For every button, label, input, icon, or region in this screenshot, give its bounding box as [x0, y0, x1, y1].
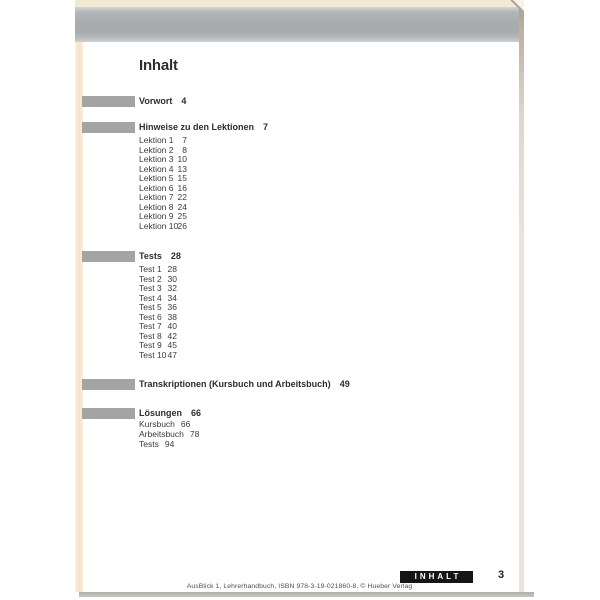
toc-entry-label: Lektion 7 [139, 192, 174, 202]
toc-section-page: 28 [170, 251, 181, 261]
toc-entry-page: 7 [182, 135, 187, 145]
toc-section-page: 4 [181, 96, 187, 106]
toc-entry [139, 265, 177, 274]
page-number: 3 [497, 569, 505, 581]
toc-entry-label: Test 6 [139, 312, 162, 322]
toc-entry-page: 78 [189, 429, 200, 439]
toc-entry-page: 45 [167, 340, 177, 350]
toc-entry-page: 25 [177, 211, 187, 221]
toc-entry-label: Test 3 [139, 283, 162, 293]
toc-entry-page: 13 [177, 164, 187, 174]
section-marker-bar [82, 122, 135, 133]
page-edge-left [75, 0, 83, 592]
toc-entry [139, 341, 177, 350]
toc-entry-label: Test 9 [139, 340, 162, 350]
section-marker-bar [82, 379, 135, 390]
toc-entry [139, 351, 177, 360]
toc-entry-label: Test 4 [139, 293, 162, 303]
toc-entry-label: Lektion 8 [139, 202, 174, 212]
toc-entry [139, 303, 177, 312]
header-band [75, 7, 524, 42]
toc-section-label: Hinweise zu den Lektionen [139, 122, 255, 132]
toc-section-hinweise [139, 122, 268, 133]
toc-entry-label: Lektion 9 [139, 211, 174, 221]
toc-entry-page: 66 [180, 419, 191, 429]
toc-entry [139, 420, 190, 429]
toc-entry [139, 430, 199, 439]
toc-entry [139, 212, 187, 221]
toc-entry-label: Test 10 [139, 350, 167, 360]
toc-entry-label: Lektion 6 [139, 183, 174, 193]
toc-entry [139, 193, 187, 202]
toc-entry-page: 34 [167, 293, 177, 303]
toc-entry-label: Test 7 [139, 321, 162, 331]
toc-section-page: 49 [339, 379, 350, 389]
toc-entry-page: 30 [167, 274, 177, 284]
toc-section-tests [139, 251, 181, 262]
section-marker-bar [82, 96, 135, 107]
page-edge-top [75, 0, 524, 7]
toc-entry-label: Lektion 4 [139, 164, 174, 174]
toc-entry-label: Test 2 [139, 274, 162, 284]
section-marker-bar [82, 408, 135, 419]
toc-entry-page: 38 [167, 312, 177, 322]
toc-entry-label: Lektion 1 [139, 135, 174, 145]
toc-section-transkriptionen [139, 379, 350, 390]
toc-entry-page: 22 [177, 192, 187, 202]
toc-entry [139, 174, 187, 183]
toc-entry-label: Kursbuch [139, 419, 175, 429]
toc-section-label: Tests [139, 251, 162, 261]
toc-entry-label: Arbeitsbuch [139, 429, 184, 439]
page-title: Inhalt [139, 57, 178, 74]
toc-entry-page: 28 [167, 264, 177, 274]
toc-section-label: Transkriptionen (Kursbuch und Arbeitsbuch) [139, 379, 331, 389]
toc-entry [139, 322, 177, 331]
toc-entry [139, 284, 177, 293]
toc-section-loesungen [139, 408, 201, 419]
toc-entry [139, 155, 187, 164]
toc-entry-label: Test 5 [139, 302, 162, 312]
toc-entry-label: Test 1 [139, 264, 162, 274]
toc-entry-page: 26 [177, 221, 187, 231]
toc-entry-page: 15 [177, 173, 187, 183]
section-marker-bar [82, 251, 135, 262]
inhalt-tab: INHALT [400, 571, 473, 583]
toc-entry-label: Lektion 3 [139, 154, 174, 164]
page-corner-fold [513, 0, 524, 11]
toc-entry-label: Lektion 10 [139, 221, 179, 231]
toc-section-page: 66 [191, 408, 202, 418]
toc-entry-page: 32 [167, 283, 177, 293]
page-bottom-shadow [79, 592, 534, 597]
toc-section-label: Vorwort [139, 96, 173, 106]
toc-entry-page: 36 [167, 302, 177, 312]
toc-section-page: 7 [263, 122, 269, 132]
toc-entry-page: 8 [182, 145, 187, 155]
imprint-line: AusBlick 1, Lehrerhandbuch, ISBN 978-3-19-021860-8, © Hueber Verlag [186, 583, 413, 590]
toc-entry-page: 42 [167, 331, 177, 341]
document-page [75, 0, 524, 592]
toc-section-vorwort [139, 96, 186, 107]
toc-entry-page: 24 [177, 202, 187, 212]
toc-entry-label: Lektion 5 [139, 173, 174, 183]
toc-entry-page: 10 [177, 154, 187, 164]
toc-entry-label: Test 8 [139, 331, 162, 341]
toc-entry [139, 136, 187, 145]
page-edge-right [519, 0, 524, 592]
toc-entry [139, 440, 174, 449]
toc-entry-page: 40 [167, 321, 177, 331]
toc-entry [139, 222, 187, 231]
toc-entry-label: Lektion 2 [139, 145, 174, 155]
toc-section-label: Lösungen [139, 408, 182, 418]
toc-entry-page: 94 [164, 439, 175, 449]
toc-entry-page: 47 [167, 350, 177, 360]
toc-entry-label: Tests [139, 439, 159, 449]
toc-entry-page: 16 [177, 183, 187, 193]
